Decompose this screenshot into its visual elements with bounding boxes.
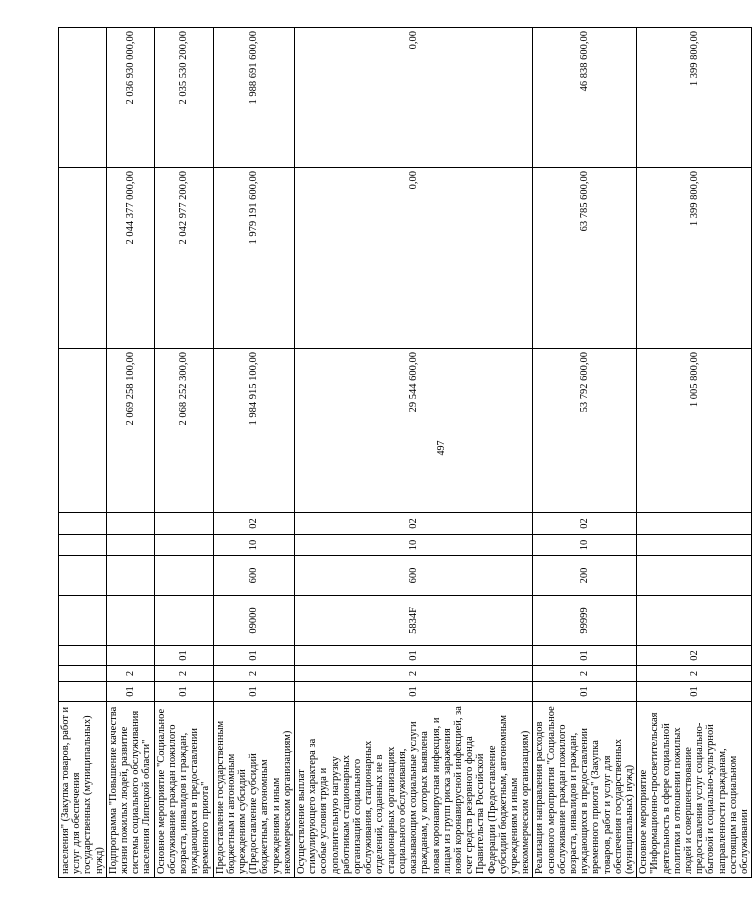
- code-cell: [106, 513, 154, 535]
- row-name-cell: Подпрограмма "Повышение качества жизни пожилых людей, развитие системы социального обслуживания населения Липецкой области": [106, 702, 154, 878]
- code-cell: [59, 666, 107, 682]
- table-row: [295, 28, 533, 878]
- table-row: [213, 28, 294, 878]
- row-name-cell: Осуществление выплат стимулирующего характера за особые условия труда и дополнительную нагрузку работникам стационарных организаций социального обслуживания, стационарных отделений, созданных не в стационарных организациях социального обслуживания, оказывающим социальные услуги гражданам, у которых выявлена новая коронавирусная инфекция, и лицам из групп риска заражения новой коронавирусной инфекцией, за счет средств резервного фонда Правительства Российской Федерации (Предоставление субсидий бюджетным, автономным учреждениям и иным некоммерческим организациям): [295, 702, 533, 878]
- code-cell: 02: [637, 646, 752, 666]
- amount-cell: 2 042 977 200,00: [154, 168, 213, 349]
- table-row: [637, 28, 752, 878]
- code-cell: 02: [295, 513, 533, 535]
- amount-cell: 63 785 600,00: [533, 168, 637, 349]
- code-cell: 01: [533, 646, 637, 666]
- code-cell: 600: [213, 556, 294, 596]
- amount-cell: 2 035 530 200,00: [154, 28, 213, 168]
- code-cell: [106, 596, 154, 646]
- code-cell: 2: [533, 666, 637, 682]
- code-cell: 2: [154, 666, 213, 682]
- code-cell: [154, 596, 213, 646]
- code-cell: 2: [295, 666, 533, 682]
- amount-cell: 53 792 600,00: [533, 349, 637, 513]
- code-cell: 01: [637, 682, 752, 702]
- code-cell: 10: [295, 535, 533, 556]
- amount-cell: 1 979 191 600,00: [213, 168, 294, 349]
- code-cell: 10: [533, 535, 637, 556]
- amount-cell: 2 036 930 000,00: [106, 28, 154, 168]
- code-cell: [154, 556, 213, 596]
- budget-table: [58, 27, 752, 878]
- table-row: [59, 28, 107, 878]
- rotated-table-area: [58, 28, 750, 878]
- code-cell: [106, 556, 154, 596]
- code-cell: [154, 535, 213, 556]
- code-cell: [637, 513, 752, 535]
- table-row: [533, 28, 637, 878]
- amount-cell: 2 044 377 000,00: [106, 168, 154, 349]
- code-cell: 10: [213, 535, 294, 556]
- code-cell: 600: [295, 556, 533, 596]
- amount-cell: 2 068 252 300,00: [154, 349, 213, 513]
- row-name-cell: Основное мероприятие "Социальное обслуживание граждан пожилого возраста, инвалидов и граждан, нуждающихся в предоставлении временного приюта": [154, 702, 213, 878]
- code-cell: [637, 535, 752, 556]
- code-cell: [59, 596, 107, 646]
- code-cell: [59, 513, 107, 535]
- code-cell: 99999: [533, 596, 637, 646]
- code-cell: 02: [213, 513, 294, 535]
- code-cell: 01: [213, 646, 294, 666]
- row-name-cell: Предоставление государственным бюджетным и автономным учреждениям субсидий (Предоставление субсидий бюджетным, автономным учреждениям и иным некоммерческим организациям): [213, 702, 294, 878]
- code-cell: 01: [295, 682, 533, 702]
- code-cell: 01: [213, 682, 294, 702]
- row-name-cell: Основное мероприятие "Информационно-просветительская деятельность в сфере социальной политики в отношении пожилых людей и совершенствование предоставления услуг социально-бытовой и социально-культурной направленности гражданам, состоящим на социальном обслуживании: [637, 702, 752, 878]
- code-cell: [637, 596, 752, 646]
- code-cell: 01: [154, 646, 213, 666]
- code-cell: [637, 556, 752, 596]
- code-cell: [154, 513, 213, 535]
- rotated-table-frame: [58, 28, 750, 878]
- amount-cell: 2 069 258 100,00: [106, 349, 154, 513]
- amount-cell: 1 005 800,00: [637, 349, 752, 513]
- code-cell: 2: [106, 666, 154, 682]
- code-cell: 02: [533, 513, 637, 535]
- code-cell: 2: [213, 666, 294, 682]
- amount-cell: 1 399 800,00: [637, 168, 752, 349]
- amount-cell: 46 838 600,00: [533, 28, 637, 168]
- code-cell: [59, 646, 107, 666]
- code-cell: 01: [106, 682, 154, 702]
- code-cell: 09000: [213, 596, 294, 646]
- table-row: [154, 28, 213, 878]
- code-cell: [59, 682, 107, 702]
- table-row: [106, 28, 154, 878]
- amount-cell: 1 399 800,00: [637, 28, 752, 168]
- code-cell: 2: [637, 666, 752, 682]
- amount-cell: 1 988 691 600,00: [213, 28, 294, 168]
- code-cell: 01: [295, 646, 533, 666]
- page-number: 497: [436, 440, 447, 456]
- amount-cell: 0,00: [295, 28, 533, 168]
- code-cell: 200: [533, 556, 637, 596]
- code-cell: 01: [533, 682, 637, 702]
- row-name-cell: населения" (Закупка товаров, работ и услуг для обеспечения государственных (муниципальных) нужд): [59, 702, 107, 878]
- code-cell: [106, 535, 154, 556]
- code-cell: [59, 535, 107, 556]
- code-cell: 5834F: [295, 596, 533, 646]
- code-cell: [59, 556, 107, 596]
- row-name-cell: Реализация направления расходов основного мероприятия "Социальное обслуживание граждан пожилого возраста, инвалидов и граждан, нуждающихся в предоставлении временного приюта" (Закупка товаров, работ и услуг для обеспечения государственных (муниципальных) нужд): [533, 702, 637, 878]
- amount-cell: 29 544 600,00: [295, 349, 533, 513]
- amount-cell: [59, 28, 107, 168]
- amount-cell: 0,00: [295, 168, 533, 349]
- code-cell: [106, 646, 154, 666]
- amount-cell: 1 984 915 100,00: [213, 349, 294, 513]
- amount-cell: [59, 349, 107, 513]
- amount-cell: [59, 168, 107, 349]
- code-cell: 01: [154, 682, 213, 702]
